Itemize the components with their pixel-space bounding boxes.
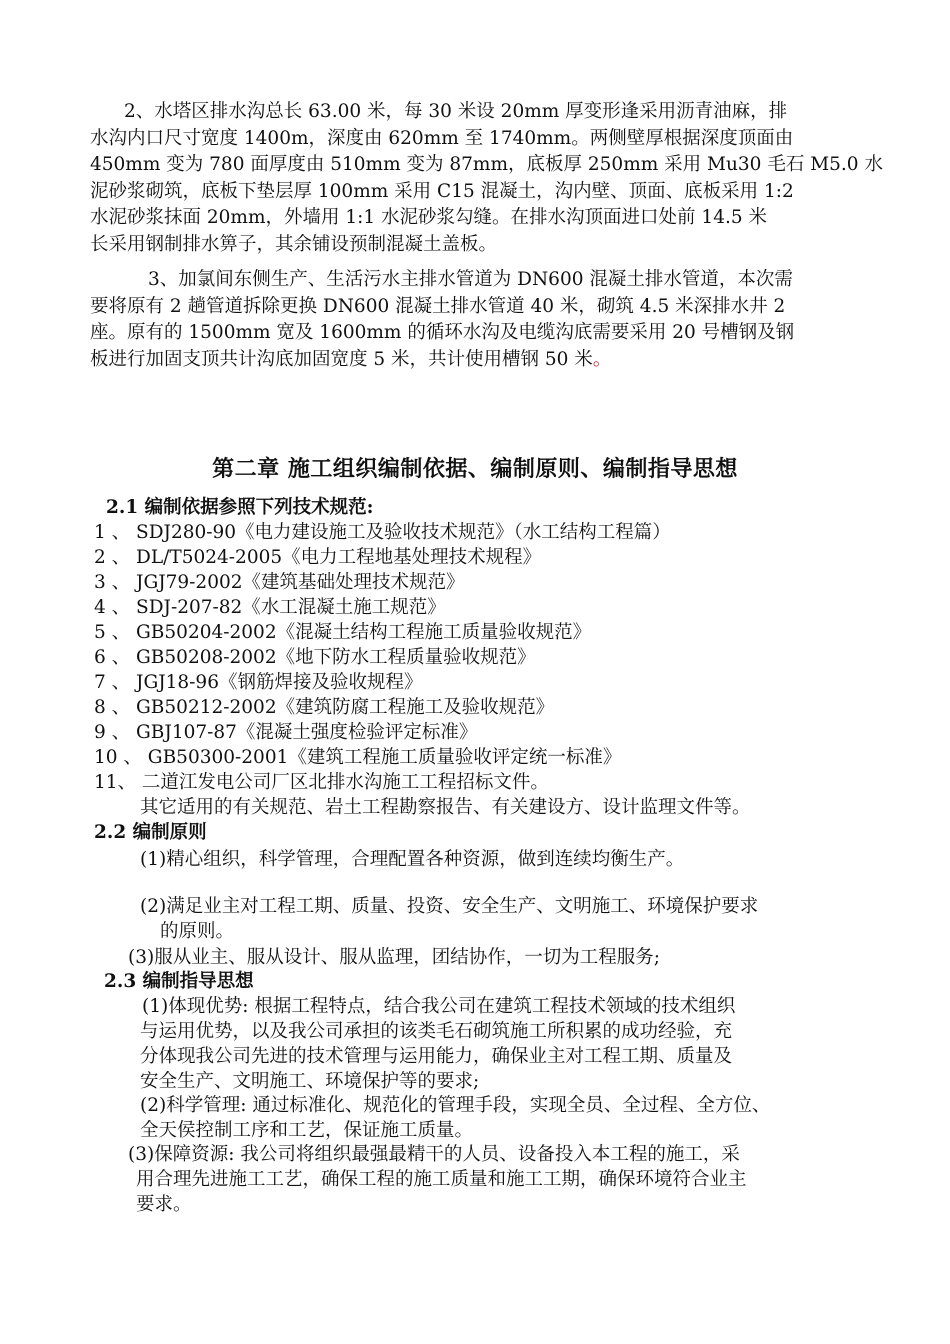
guiding-item-continued: 安全生产、文明施工、环境保护等的要求; xyxy=(140,1071,480,1092)
guiding-item-continued: 用合理先进施工工艺，确保工程的施工质量和施工工期，确保环境符合业主 xyxy=(136,1169,747,1190)
principle-item: (1)精心组织，科学管理，合理配置各种资源，做到连续均衡生产。 xyxy=(140,849,685,870)
section-2-2-heading: 2.2 编制原则 xyxy=(94,822,207,843)
paragraph-drainage-pipe xyxy=(90,267,868,373)
text-line xyxy=(90,347,868,374)
text-line: 泥砂浆砌筑，底板下垫层厚 100mm 采用 C15 混凝土，沟内壁、顶面、底板采用 1:2 xyxy=(90,180,794,202)
guiding-item: (3)保障资源: 我公司将组织最强最精干的人员、设备投入本工程的施工，采 xyxy=(128,1144,740,1165)
section-2-3-heading: 2.3 编制指导思想 xyxy=(104,971,254,992)
text-line: 长采用钢制排水箅子，其余铺设预制混凝土盖板。 xyxy=(90,233,498,255)
chapter-title: 第二章 施工组织编制依据、编制原则、编制指导思想 xyxy=(212,456,738,482)
guiding-item: (2)科学管理: 通过标准化、规范化的管理手段，实现全员、全过程、全方位、 xyxy=(140,1095,771,1116)
text-line: 450mm 变为 780 面厚度由 510mm 变为 87mm，底板厚 250mm 采用 Mu30 毛石 M5.0 水 xyxy=(90,154,883,175)
guiding-item-continued: 要求。 xyxy=(136,1194,192,1215)
guiding-item-continued: 分体现我公司先进的技术管理与运用能力，确保业主对工程工期、质量及 xyxy=(140,1046,733,1067)
text-line: 水泥砂浆抹面 20mm，外墙用 1:1 水泥砂浆勾缝。在排水沟顶面进口处前 14.5 米 xyxy=(90,207,767,228)
text-line: 座。原有的 1500mm 宽及 1600mm 的循环水沟及电缆沟底需要采用 20 号槽钢及钢 xyxy=(90,322,795,343)
principle-item: (3)服从业主、服从设计、服从监理，团结协作，一切为工程服务; xyxy=(128,947,660,968)
guiding-item: (1)体现优势: 根据工程特点，结合我公司在建筑工程技术领域的技术组织 xyxy=(142,996,736,1017)
red-period-mark: 。 xyxy=(592,348,612,370)
principle-item-continued: 的原则。 xyxy=(160,921,235,942)
standard-item: 6 、 GB50208-2002《地下防水工程质量验收规范》 xyxy=(94,647,536,668)
standard-item: 2 、 DL/T5024-2005《电力工程地基处理技术规程》 xyxy=(94,547,542,568)
text-line: 要将原有 2 趟管道拆除更换 DN600 混凝土排水管道 40 米，砌筑 4.5 米深排水井 2 xyxy=(90,295,786,317)
text-line: 2、水塔区排水沟总长 63.00 米，每 30 米设 20mm 厚变形逢采用沥青油麻，排 xyxy=(124,101,788,122)
text-line: 3、加氯间东侧生产、生活污水主排水管道为 DN600 混凝土排水管道，本次需 xyxy=(148,269,793,290)
guiding-item-continued: 全天侯控制工序和工艺，保证施工质量。 xyxy=(140,1120,474,1141)
standard-item: 4 、 SDJ-207-82《水工混凝土施工规范》 xyxy=(94,597,446,618)
standard-item: 3 、 JGJ79-2002《建筑基础处理技术规范》 xyxy=(94,572,465,593)
standard-item: 1 、 SDJ280-90《电力建设施工及验收技术规范》（水工结构工程篇） xyxy=(94,522,671,543)
standard-item: 8 、 GB50212-2002《建筑防腐工程施工及验收规范》 xyxy=(94,697,555,718)
text-line: 水沟内口尺寸宽度 1400m，深度由 620mm 至 1740mm。两侧壁厚根据深度顶面由 xyxy=(90,127,794,149)
section-2-1-heading: 2.1 编制依据参照下列技术规范: xyxy=(106,497,374,518)
standard-item: 5 、 GB50204-2002《混凝土结构工程施工质量验收规范》 xyxy=(94,622,592,643)
text-line-main: 板进行加固支顶共计沟底加固宽度 5 米，共计使用槽钢 50 米 xyxy=(90,348,593,370)
guiding-item-continued: 与运用优势，以及我公司承担的该类毛石砌筑施工所积累的成功经验，充 xyxy=(140,1021,733,1042)
other-references: 其它适用的有关规范、岩土工程勘察报告、有关建设方、设计监理文件等。 xyxy=(140,797,751,818)
standard-item: 11、 二道江发电公司厂区北排水沟施工工程招标文件。 xyxy=(94,772,549,793)
standard-item: 10 、 GB50300-2001《建筑工程施工质量验收评定统一标准》 xyxy=(94,747,622,768)
paragraph-drainage-ditch xyxy=(90,99,883,258)
standard-item: 7 、 JGJ18-96《钢筋焊接及验收规程》 xyxy=(94,672,423,693)
standard-item: 9 、 GBJ107-87《混凝土强度检验评定标准》 xyxy=(94,722,478,743)
principle-item: (2)满足业主对工程工期、质量、投资、安全生产、文明施工、环境保护要求 xyxy=(140,896,759,917)
